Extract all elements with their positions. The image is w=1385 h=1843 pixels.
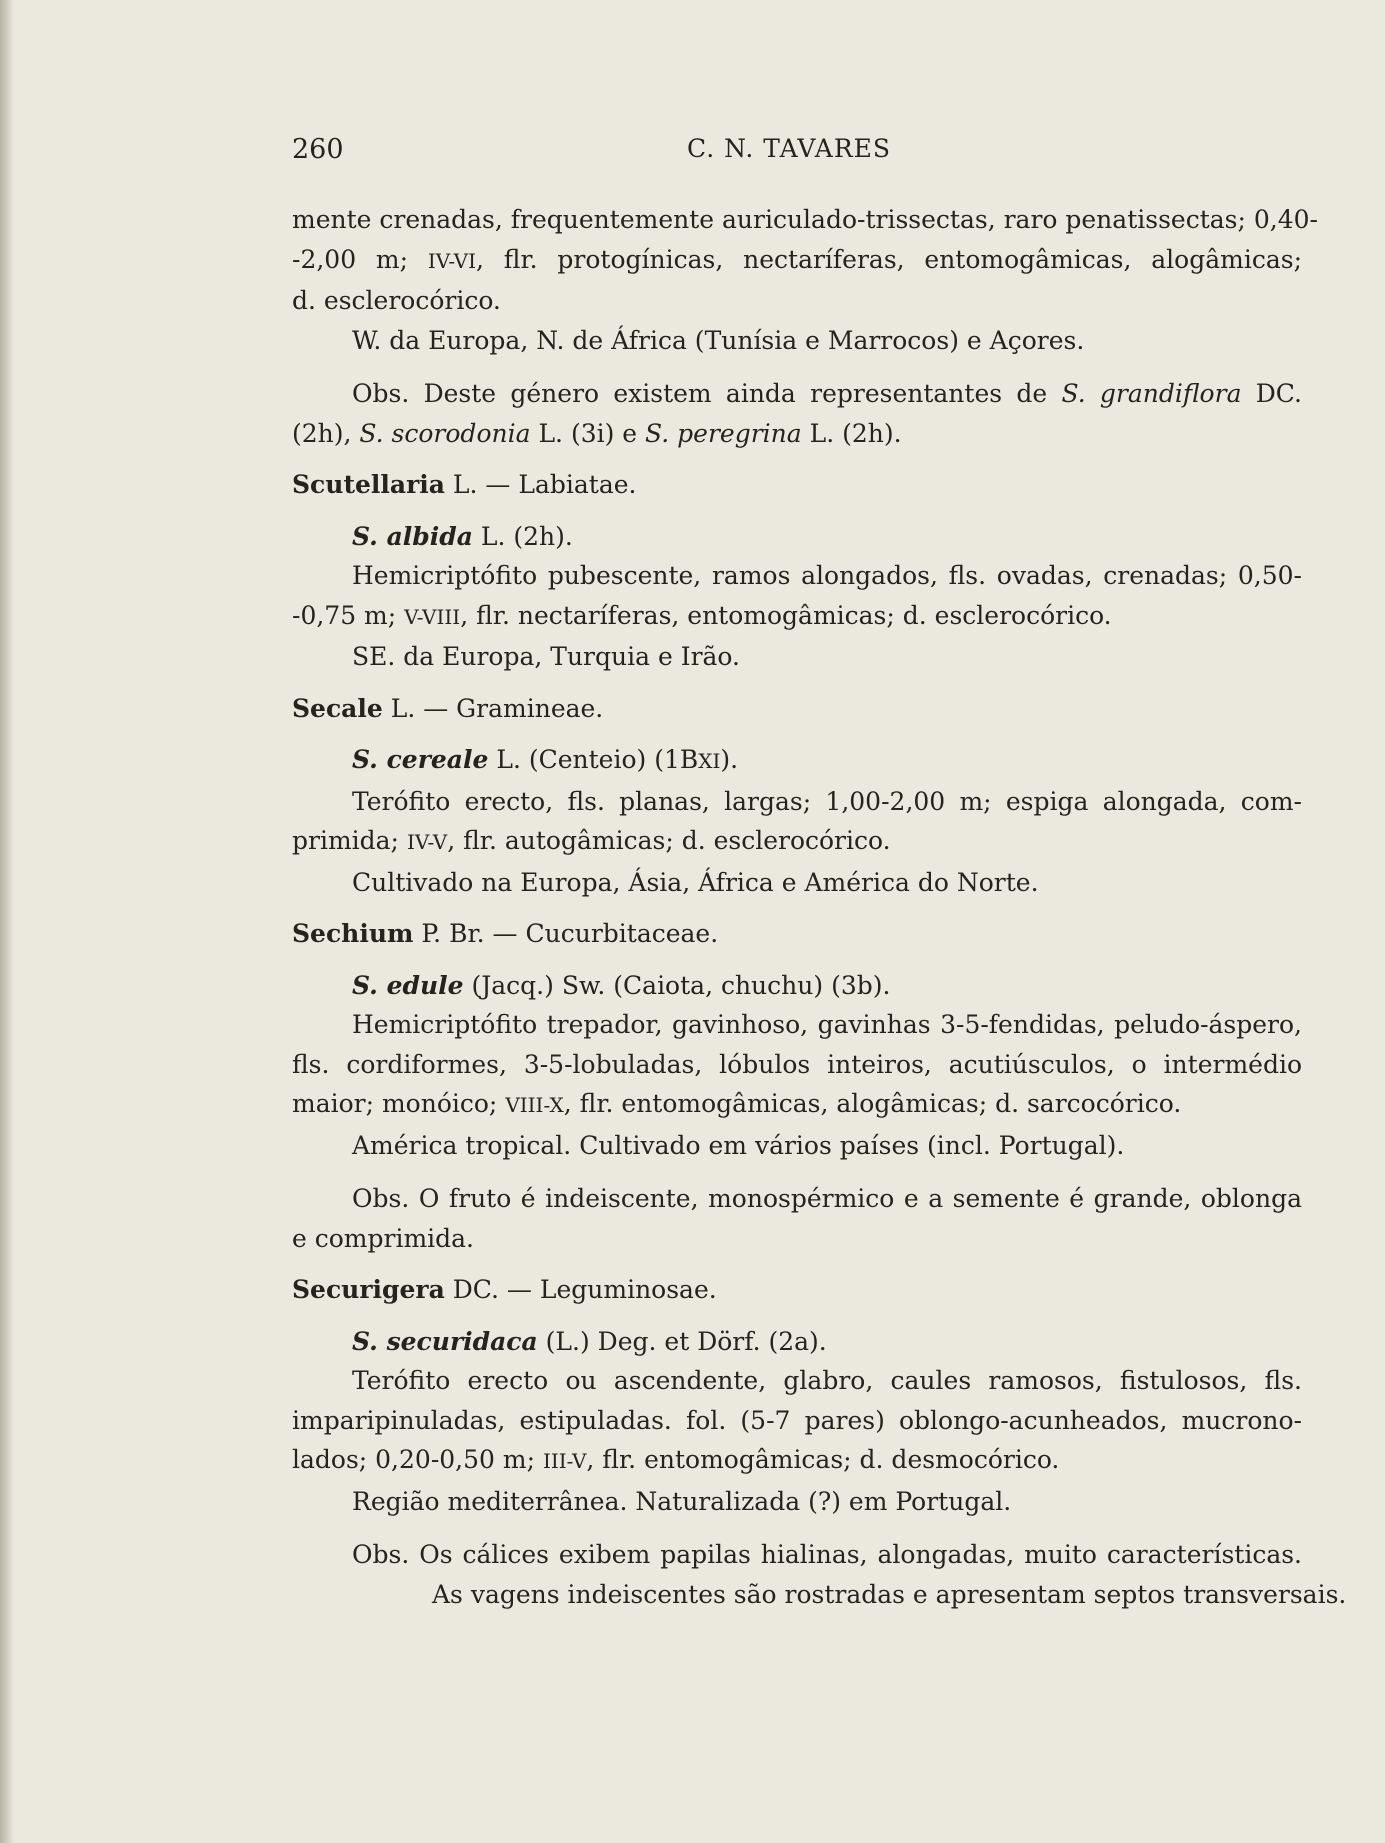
description-line: maior; monóico; VIII-X, flr. entomogâmicas, alogâmicas; d. sarcocórico. [292, 1089, 1182, 1118]
genus-heading: Securigera DC. — Leguminosae. [292, 1275, 717, 1304]
description-line: lados; 0,20-0,50 m; III-V, flr. entomogâmicas; d. desmocórico. [292, 1445, 1060, 1474]
observation-line: Obs. Deste género existem ainda representantes de S. grandiflora DC. [352, 379, 1302, 408]
description-line: fls. cordiformes, 3-5-lobuladas, lóbulos inteiros, acutiúsculos, o intermédio [292, 1049, 1302, 1079]
page-number: 260 [292, 134, 344, 165]
text-line: mente crenadas, frequentemente auriculado-trissectas, raro penatissectas; 0,40- [292, 205, 1318, 234]
description-line: Hemicriptófito pubescente, ramos alongados, fls. ovadas, crenadas; 0,50- [352, 561, 1302, 590]
description-line: Hemicriptófito trepador, gavinhoso, gavinhas 3-5-fendidas, peludo-áspero, [352, 1010, 1302, 1039]
distribution-line: América tropical. Cultivado em vários países (incl. Portugal). [352, 1130, 1125, 1160]
species-heading: S. edule (Jacq.) Sw. (Caiota, chuchu) (3b). [352, 970, 891, 1000]
genus-heading: Secale L. — Gramineae. [292, 693, 604, 723]
page-body [292, 200, 1347, 1614]
genus-heading: Sechium P. Br. — Cucurbitaceae. [292, 919, 719, 948]
distribution-line: W. da Europa, N. de África (Tunísia e Marrocos) e Açores. [352, 325, 1085, 355]
distribution-line: Região mediterrânea. Naturalizada (?) em Portugal. [352, 1486, 1012, 1516]
species-heading: S. albida L. (2h). [352, 521, 573, 551]
text-line: d. esclerocórico. [292, 286, 501, 315]
page-header [292, 134, 1302, 168]
description-line: primida; IV-V, flr. autogâmicas; d. esclerocórico. [292, 826, 891, 855]
description-line: Terófito erecto ou ascendente, glabro, caules ramosos, fistulosos, fls. [352, 1366, 1302, 1395]
species-heading: S. securidaca (L.) Deg. et Dörf. (2a). [352, 1326, 827, 1356]
observation-line: As vagens indeiscentes são rostradas e apresentam septos transversais. [432, 1579, 1347, 1609]
observation-line: e comprimida. [292, 1223, 475, 1253]
description-line: -0,75 m; V-VIII, flr. nectaríferas, entomogâmicas; d. esclerocórico. [292, 600, 1112, 630]
description-line: imparipinuladas, estipuladas. fol. (5-7 pares) oblongo-acunheados, mucrono- [292, 1405, 1302, 1435]
observation-line: Obs. O fruto é indeiscente, monospérmico e a semente é grande, oblonga [352, 1184, 1302, 1213]
description-line: Terófito erecto, fls. planas, largas; 1,00-2,00 m; espiga alongada, com- [352, 786, 1302, 816]
text-line: -2,00 m; IV-VI, flr. protogínicas, nectaríferas, entomogâmicas, alogâmicas; [292, 244, 1302, 274]
distribution-line: SE. da Europa, Turquia e Irão. [352, 642, 740, 671]
genus-heading: Scutellaria L. — Labiatae. [292, 470, 637, 499]
distribution-line: Cultivado na Europa, Ásia, África e América do Norte. [352, 867, 1039, 897]
observation-line: Obs. Os cálices exibem papilas hialinas, alongadas, muito características. [352, 1540, 1302, 1569]
binding-edge [0, 0, 14, 1843]
observation-line: (2h), S. scorodonia L. (3i) e S. peregrina L. (2h). [292, 418, 902, 448]
running-head: C. N. TAVARES [687, 134, 892, 163]
species-heading: S. cereale L. (Centeio) (1BXI). [352, 745, 739, 774]
